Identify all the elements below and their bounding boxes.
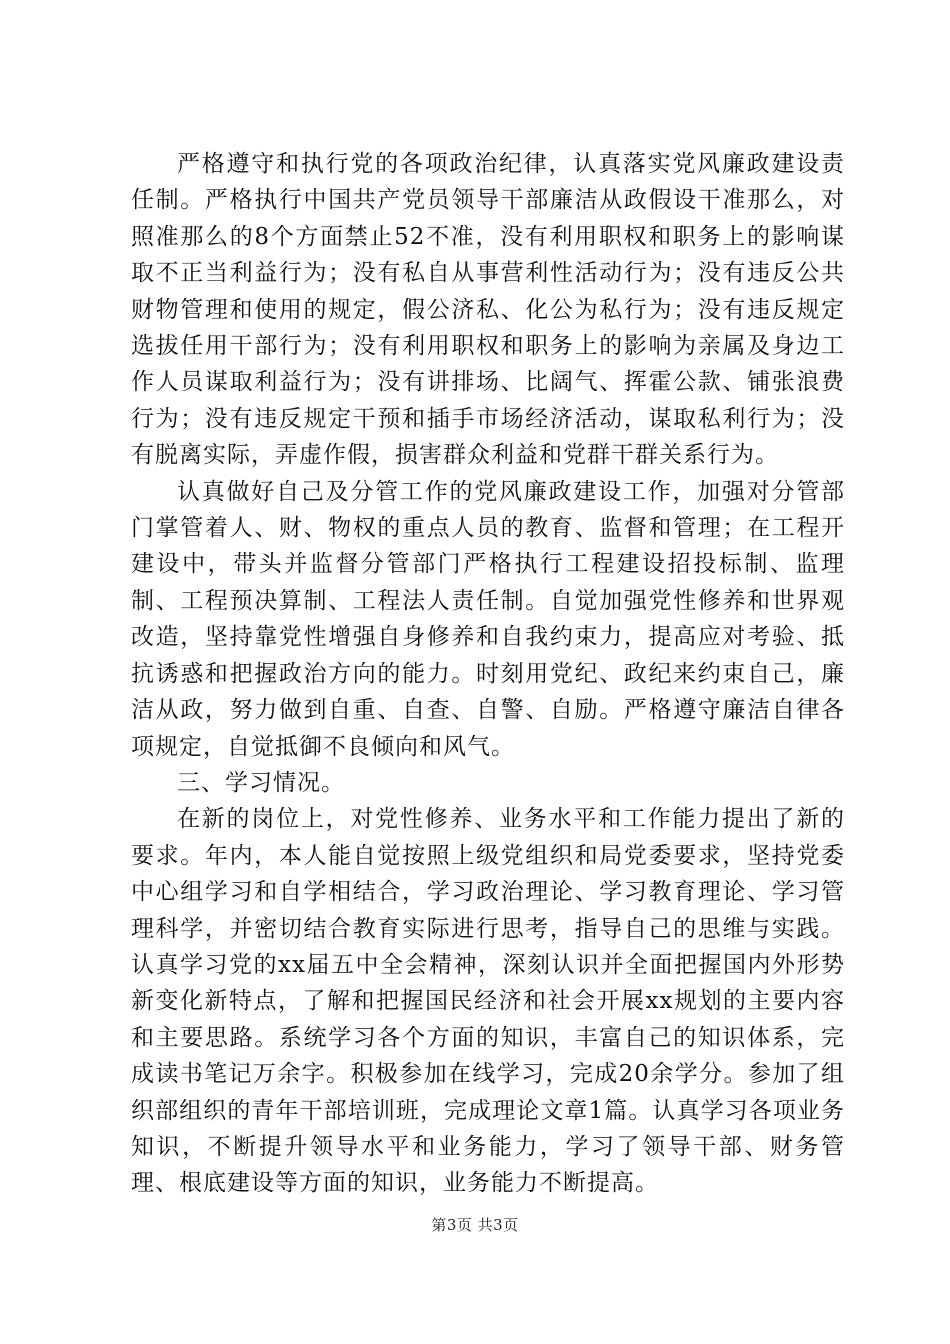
paragraph-study: 在新的岗位上，对党性修养、业务水平和工作能力提出了新的要求。年内，本人能自觉按照上级党组织和局党委要求，坚持党委中心组学习和自学相结合，学习政治理论、学习教育理论、学习管理科学，并密切结合教育实际进行思考，指导自己的思维与实践。认真学习党的xx届五中全会精神，深刻认识并全面把握国内外形势新变化新特点，了解和把握国民经济和社会开展xx规划的主要内容和主要思路。系统学习各个方面的知识，丰富自己的知识体系，完成读书笔记万余字。积极参加在线学习，完成20余学分。参加了组织部组织的青年干部培训班，完成理论文章1篇。认真学习各项业务知识，不断提升领导水平和业务能力，学习了领导干部、财务管理、根底建设等方面的知识，业务能力不断提高。 <box>131 806 845 1197</box>
page-number-footer: 第3页 共3页 <box>431 1216 519 1234</box>
paragraph-integrity-work: 认真做好自己及分管工作的党风廉政建设工作，加强对分管部门掌管着人、财、物权的重点人员的教育、监督和管理；在工程开建设中，带头并监督分管部门严格执行工程建设招投标制、监理制、工程预决算制、工程法人责任制。自觉加强党性修养和世界观改造，坚持靠党性增强自身修养和自我约束力，提高应对考验、抵抗诱惑和把握政治方向的能力。时刻用党纪、政纪来约束自己，廉洁从政，努力做到自重、自查、自警、自励。严格遵守廉洁自律各项规定，自觉抵御不良倾向和风气。 <box>131 478 845 760</box>
section-heading-study: 三、学习情况。 <box>177 769 345 796</box>
document-body <box>131 146 845 1202</box>
paragraph-discipline: 严格遵守和执行党的各项政治纪律，认真落实党风廉政建设责任制。严格执行中国共产党员领导干部廉洁从政假设干准那么，对照准那么的8个方面禁止52不准，没有利用职权和职务上的影响谋取不正当利益行为；没有私自从事营利性活动行为；没有违反公共财物管理和使用的规定，假公济私、化公为私行为；没有违反规定选拔任用干部行为；没有利用职权和职务上的影响为亲属及身边工作人员谋取利益行为；没有讲排场、比阔气、挥霍公款、铺张浪费行为；没有违反规定干预和插手市场经济活动，谋取私利行为；没有脱离实际，弄虚作假，损害群众利益和党群干群关系行为。 <box>131 151 845 469</box>
